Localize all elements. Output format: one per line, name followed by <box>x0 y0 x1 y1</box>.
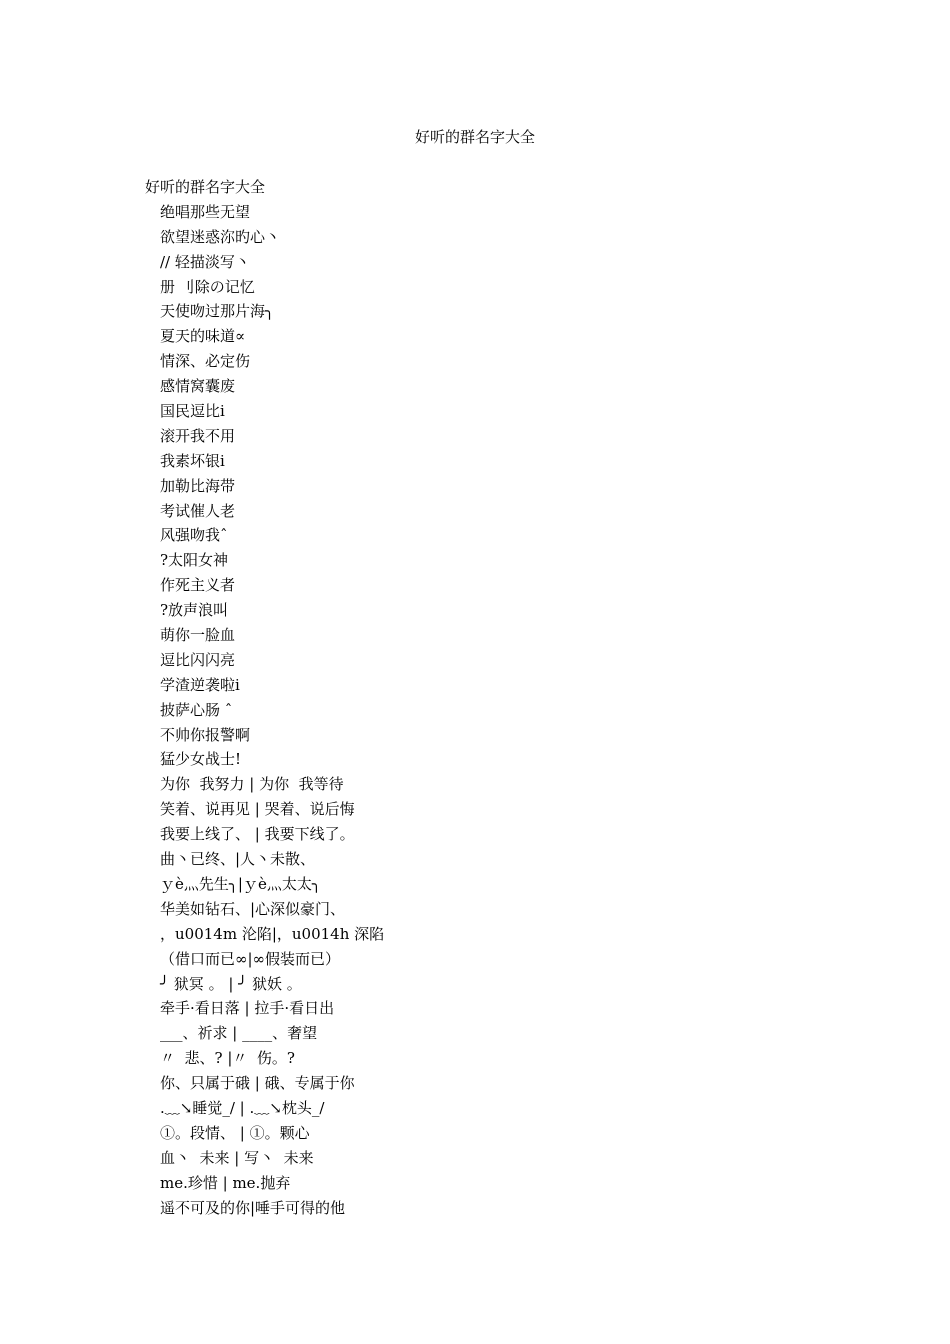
list-item: 感情窝囊废 <box>160 377 236 396</box>
list-item: 风强吻我ˆ <box>160 526 228 545</box>
list-item: 天使吻过那片海╮ <box>160 302 275 321</box>
list-item: ，u0014m 沦陷|，u0014h 深陷 <box>160 924 385 943</box>
list-item: 作死主义者 <box>160 576 236 595</box>
list-item: 绝唱那些无望 <box>160 202 251 221</box>
list-item: 逗比闪闪亮 <box>160 650 236 669</box>
list-item: ╯ 狱冥 。 | ╯ 狱妖 。 <box>160 974 302 993</box>
list-item: 情深、必定伤 <box>160 352 251 371</box>
list-item: 遥不可及的你|唾手可得的他 <box>160 1198 346 1217</box>
list-item: 猛少女战士! <box>160 750 242 769</box>
list-item: ___、祈求 | ____、奢望 <box>160 1024 318 1043</box>
list-item: 不帅你报警啊 <box>160 725 251 744</box>
list-item: ?太阳女神 <box>160 551 229 570</box>
list-item: 我要上线了、 | 我要下线了。 <box>160 825 355 844</box>
list-item: 滚开我不用 <box>160 426 236 445</box>
list-item: 为你 我努力 | 为你 我等待 <box>160 775 344 794</box>
list-item: 萌你一脸血 <box>160 626 236 645</box>
list-item: 夏天的味道∝ <box>160 327 246 346</box>
list-item: 牵手·看日落 | 拉手·看日出 <box>160 999 335 1018</box>
list-item: // 轻描淡写丶 <box>160 252 250 271</box>
document-body <box>145 176 845 1221</box>
list-item: 考试催人老 <box>160 501 236 520</box>
list-item: ｙè灬先生╮|ｙè灬太太╮ <box>160 874 321 893</box>
page-title: 好听的群名字大全 <box>414 128 535 146</box>
list-item: 欲望迷惑沵旳心丶 <box>160 227 281 246</box>
list-item: 血丶 未来 | 写丶 未来 <box>160 1148 314 1167</box>
list-item: 册 刂除の记忆 <box>160 277 255 296</box>
list-item: me.珍惜 | me.抛弃 <box>160 1173 291 1192</box>
list-item: 你、只属于硪 | 硪、专属于你 <box>160 1074 355 1093</box>
list-item: （借口而已∞|∞假装而已） <box>160 949 341 968</box>
list-item: 披萨心肠 ˆ <box>160 700 233 719</box>
group-name-list <box>145 201 845 1222</box>
list-item: 加勒比海带 <box>160 476 236 495</box>
list-item: 我素坏银ⅰ <box>160 451 225 470</box>
list-item: .﹏↘睡觉_/ | .﹏↘枕头_/ <box>160 1098 325 1117</box>
list-item: 笑着、说再见 | 哭着、说后悔 <box>160 800 355 819</box>
list-item: ?放声浪叫 <box>160 601 229 620</box>
section-heading: 好听的群名字大全 <box>145 178 266 196</box>
list-item: 曲丶已终、|人丶未散、 <box>160 850 316 869</box>
list-item: 〃 悲、? |〃 伤。? <box>160 1049 295 1068</box>
list-item: 华美如钻石、|心深似豪门、 <box>160 899 346 918</box>
list-item: ①。段情、 | ①。颗心 <box>160 1123 310 1142</box>
list-item: 学渣逆袭啦ⅰ <box>160 675 240 694</box>
list-item: 国民逗比ⅰ <box>160 402 225 421</box>
